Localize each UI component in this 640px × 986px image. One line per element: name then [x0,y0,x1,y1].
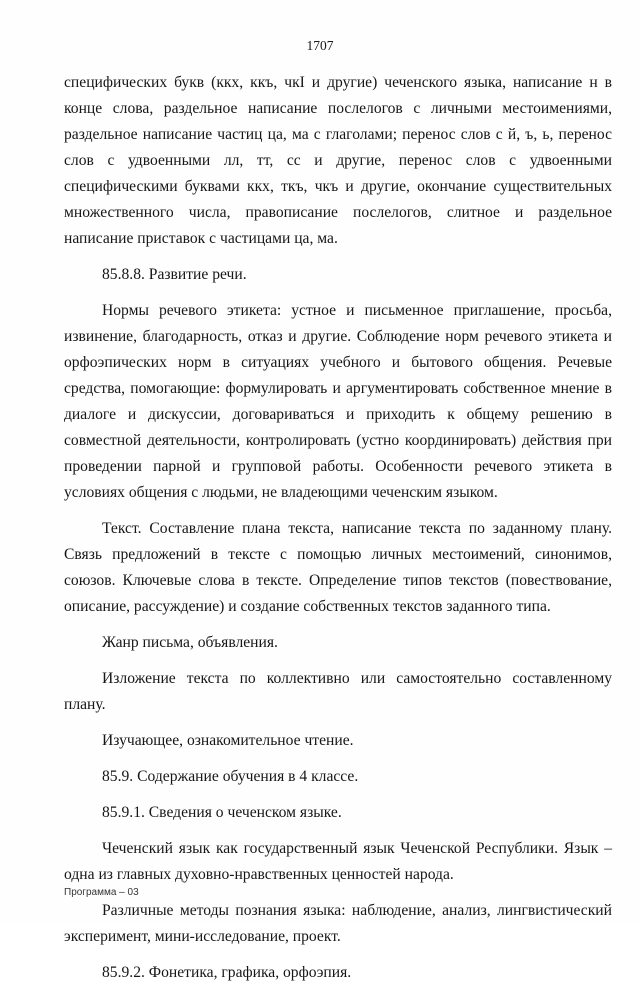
paragraph-state-language: Чеченский язык как государственный язык Чеченской Республики. Язык – одна из главных духовно-нравственных ценностей народа. [64,840,612,883]
body-text [64,70,612,986]
section-heading-phonetics: 85.9.2. Фонетика, графика, орфоэпия. [102,964,352,981]
page-footer: Программа – 03 [64,887,139,898]
paragraph-methods: Различные методы познания языка: наблюдение, анализ, лингвистический эксперимент, мини-исследование, проект. [64,902,612,945]
paragraph-continuation: специфических букв (ккх, ккъ, чкI и другие) чеченского языка, написание н в конце слова, раздельное написание послелогов с личными местоимениями, раздельное написание частиц ца, ма с глаголами; перенос слов с й, ъ, ь, перенос слов с удвоенными лл, тт, сс и другие, перенос слов с удвоенными специфическими буквами ккх, ткъ, чкъ и другие, окончание существительных множественного числа, правописание послелогов, слитное и раздельное написание приставок с частицами ца, ма. [64,74,612,247]
section-heading-speech-development: 85.8.8. Развитие речи. [102,266,247,283]
paragraph-letter-genre: Жанр письма, объявления. [102,634,278,651]
section-heading-language-info: 85.9.1. Сведения о чеченском языке. [102,804,342,821]
section-heading-grade-4: 85.9. Содержание обучения в 4 классе. [102,768,359,785]
paragraph-reading: Изучающее, ознакомительное чтение. [102,732,354,749]
page-number: 1707 [306,38,334,53]
paragraph-retelling: Изложение текста по коллективно или самостоятельно составленному плану. [64,670,612,713]
paragraph-text: Текст. Составление плана текста, написание текста по заданному плану. Связь предложений в тексте с помощью личных местоимений, синонимов, союзов. Ключевые слова в тексте. Определение типов текстов (повествование, описание, рассуждение) и создание собственных текстов заданного типа. [64,520,612,615]
paragraph-speech-etiquette: Нормы речевого этикета: устное и письменное приглашение, просьба, извинение, благодарность, отказ и другие. Соблюдение норм речевого этикета и орфоэпических норм в ситуациях учебного и бытового общения. Речевые средства, помогающие: формулировать и аргументировать собственное мнение в диалоге и дискуссии, договариваться и приходить к общему решению в совместной деятельности, контролировать (устно координировать) действия при проведении парной и групповой работы. Особенности речевого этикета в условиях общения с людьми, не владеющими чеченским языком. [64,302,612,501]
